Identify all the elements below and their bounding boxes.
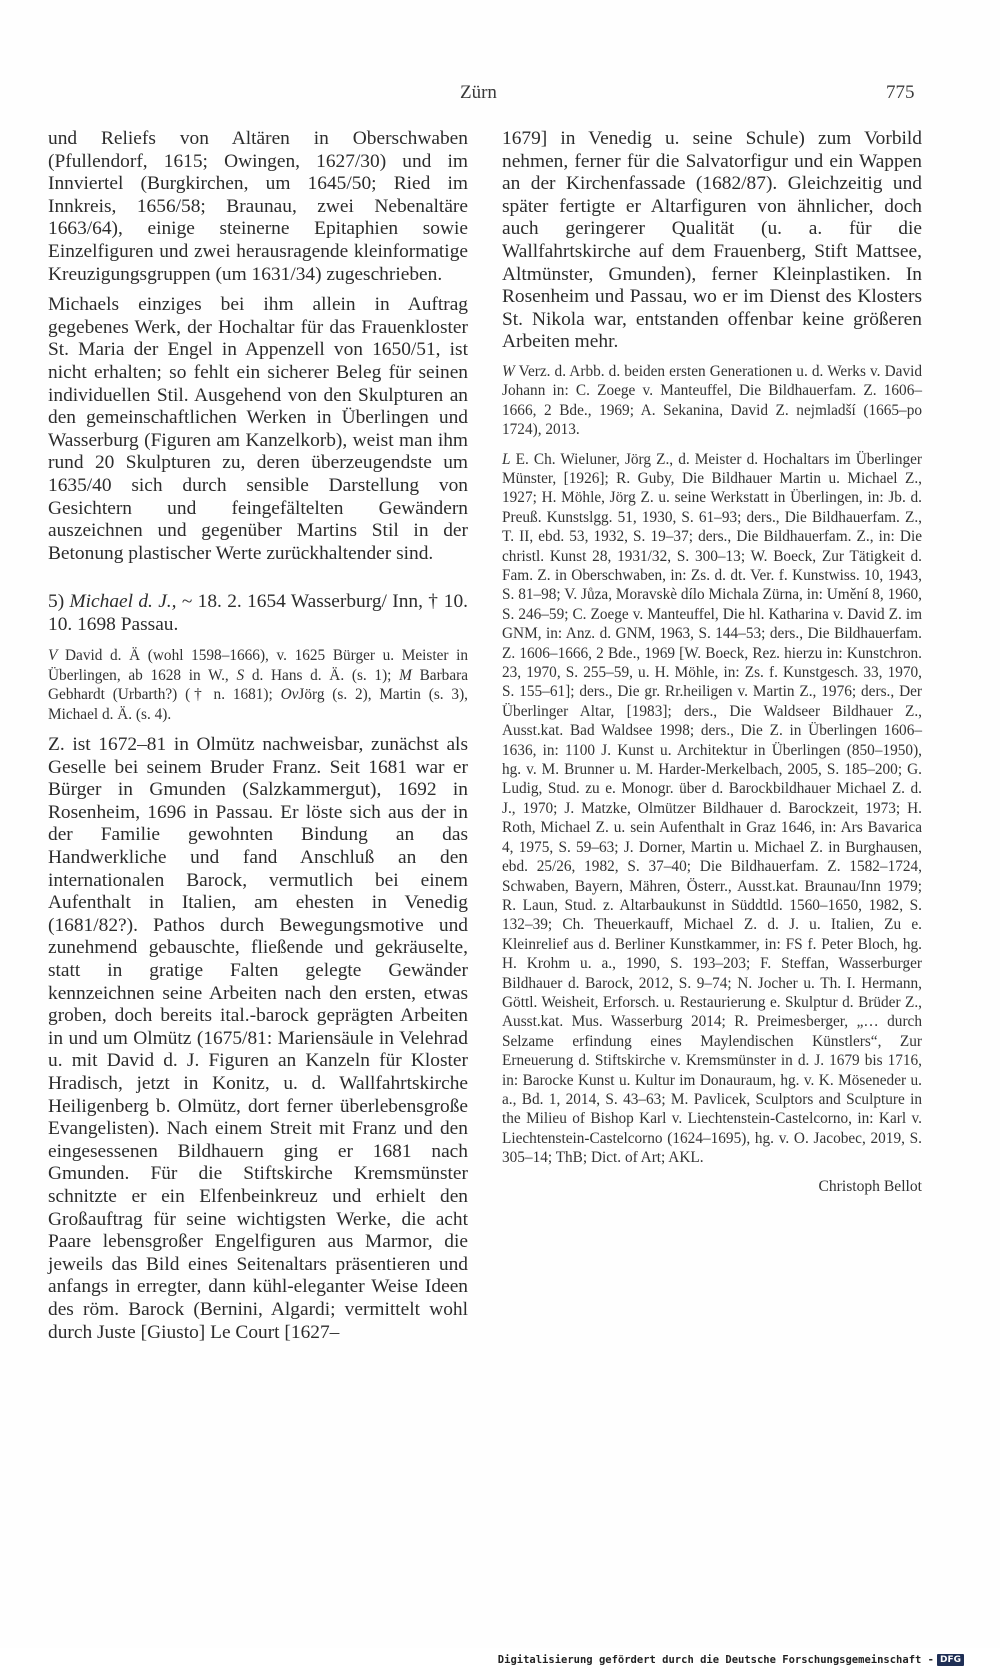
ov-text: Jörg (s. 2), Martin (s. 3), Michael d. Ä. (s. 4). [48,686,468,723]
running-head-title: Zürn [460,82,497,103]
v-label: V [48,647,58,665]
digitization-footer [0,1648,1000,1675]
left-paragraph-2: Michaels einziges bei ihm allein in Auftrag gegebenes Werk, der Hochaltar für das Frauenkloster St. Maria der Engel in Appenzell von 1650/51, ist nicht erhalten; so fehlt ein sicherer Beleg für seinen individuellen Stil. Ausgehend von den Skulpturen an den gemeinschaftlichen Werken in Überlingen und Wasserburg (Figuren am Kanzelkorb), weist man ihm rund 20 Skulpturen zu, deren überzeugendste um 1635/40 sich durch sensible Darstellung von Gesichtern und feingefältelten Gewändern auszeichnen und gegenüber Martins Stil in der Betonung plastischer Werte zurückhaltender sind. [48,294,468,564]
dfg-logo-icon: DFG [937,1654,964,1666]
entry-number: 5) [48,591,65,613]
right-column [502,128,922,1196]
page-number: 775 [886,82,915,103]
right-paragraph-1: 1679] in Venedig u. seine Schule) zum Vorbild nehmen, ferner für die Salvatorfigur und ein Wappen an der Kirchenfassade (1682/87). Gleichzeitig und später fertigte er Altarfiguren von ähnlicher, doch auch geringerer Qualität (u. a. für die Wallfahrtskirche auf dem Frauenberg, Stift Mattsee, Altmünster, Gmunden), ferner Kleinplastiken. In Rosenheim und Passau, wo er im Dienst des Klosters St. Nikola war, entstanden offenbar keine größeren Arbeiten mehr. [502,128,922,353]
entry-name: Michael d. J., [69,591,177,613]
footer-text: Digitalisierung gefördert durch die Deutsche Forschungsgemeinschaft - [497,1654,934,1666]
w-text: Verz. d. Arbb. d. beiden ersten Generationen u. d. Werks v. David Johann in: C. Zoege v. Manteuffel, Die Bildhauerfam. Z. 1606–1666, 2 Bde., 1969; A. Sekanina, David Z. nejmladší (1665–po 1724), 2013. [502,362,922,439]
left-paragraph-1: und Reliefs von Altären in Oberschwaben (Pfullendorf, 1615; Owingen, 1627/30) und im Innviertel (Burgkirchen, um 1645/50; Ried im Innkreis, 1656/58; Braunau, zwei Nebenaltäre 1663/64), einige steinerne Epitaphien sowie Einzelfiguren und zwei herausragende kleinformatige Kreuzigungsgruppen (um 1631/34) zugeschrieben. [48,128,468,285]
v-text: David d. Ä (wohl 1598–1666), v. 1625 Bürger u. Meister in Überlingen, ab 1628 in W., [48,647,468,684]
left-column [48,128,468,1352]
m-label: M [399,666,412,684]
l-text: E. Ch. Wieluner, Jörg Z., d. Meister d. Hochaltars im Überlinger Münster, [1926]; R. Guby, Die Bildhauer Martin u. Michael Z., 1927; H. Möhle, Jörg Z. u. seine Werkstatt in Überlingen, in: Jb. d. Preuß. Kunstslgg. 51, 1930, S. 61–93; ders., Die Bildhauerfam. Z., T. II, ebd. 53, 1932, S. 19–37; ders., Die Bildhauerfam. Z., in: Die christl. Kunst 28, 1931/32, S. 300–13; W. Boeck, Zur Tätigkeit d. Fam. Z. in Oberschwaben, in: Zs. d. dt. Ver. f. Kunstwiss. 10, 1943, S. 81–98; V. Jůza, Moravskè dílo Michala Zürna, in: Umění 8, 1960, S. 246–59; C. Zoege v. Manteuffel, Die hl. Katharina v. David Z. im GNM, in: Anz. d. GNM, 1963, S. 144–53; ders., Die Bildhauerfam. Z. 1606–1666, 2 Bde., 1969 [W. Boeck, Rez. hierzu in: Kunstchron. 23, 1970, S. 255–59, u. H. Möhle, in: Zs. f. Kunstgesch. 33, 1970, S. 155–61]; ders., Die gr. Rr.heiligen v. Martin Z., 1976; ders., Der Überlinger Altar, [1983]; ders., Die Waldseer Bildhauer Z., Ausst.kat. Bad Waldsee 1998; ders., Die Z. in Überlingen 1606–1636, in: 1100 J. Kunst u. Architektur in Überlingen (850–1950), hg. v. M. Brunner u. M. Harder-Merkelbach, 2005, S. 185–200; G. Ludig, Stud. zu e. Monogr. über d. Barockbildhauer Michael Z. d. J., 1970; J. Matzke, Olmützer Bildhauer d. Barockzeit, 1973; H. Roth, Michael Z. u. sein Aufenthalt in Graz 1646, in: Ars Bavarica 4, 1975, S. 59–63; J. Dorner, Martin u. Michael Z. in Burghausen, ebd. 25/26, 1982, S. 37–40; Die Bildhauerfam. Z. 1582–1724, Schwaben, Bayern, Mähren, Österr., Ausst.kat. Braunau/Inn 1979; R. Laun, Stud. z. Altarbaukunst in Süddtld. 1560–1650, 1982, S. 132–39; Ch. Theuerkauff, Michael Z. d. J. u. Italien, Zu e. Kleinrelief aus d. Berliner Kunstkammer, in: FS f. Peter Bloch, hg. H. Krohm u. a., 1990, S. 193–203; F. Steffan, Wasserburger Bildhauer d. Barock, 2012, S. 9–74; N. Jocher u. Th. I. Hermann, Göttl. Weisheit, Erforsch. u. Restaurierung e. Skulptur d. Brüder Z., Ausst.kat. Mus. Wasserburg 2014; R. Preimesberger, „… durch Selzame erfindung eines Maylendischen Künstlers“, Zur Erneuerung d. Stiftskirche v. Kremsmünster in d. J. 1679 bis 1716, in: Barocke Kunst u. Kultur im Donauraum, hg. v. K. Möseneder u. a., Bd. 1, 2014, S. 43–63; M. Pavlicek, Sculptors and Sculpture in the Milieu of Bishop Karl v. Liechtenstein-Castelcorno, in: Karl v. Liechtenstein-Castelcorno (1624–1695), hg. v. O. Jacobec, 2019, S. 305–14; ThB; Dict. of Art; AKL. [502,450,922,1167]
s-label: S [236,666,245,684]
w-label: W [502,362,515,380]
ov-label: Ov [280,686,299,704]
literature-note [502,450,922,1168]
s-text: d. Hans d. Ä. (s. 1); [251,666,392,684]
footer-text-wrap [498,1654,964,1666]
left-paragraph-3: Z. ist 1672–81 in Olmütz nachweisbar, zunächst als Geselle bei seinem Bruder Franz. Seit 1681 war er Bürger in Gmunden (Salzkammergut), 1692 in Rosenheim, 1696 in Passau. Er löste sich aus der in der Familie gewohnten Bindung an das Handwerkliche und fand Anschluß an den internationalen Barock, vermutlich bei einem Aufenthalt in Italien, am ehesten in Venedig (1681/82?). Pathos durch Bewegungsmotive und zunehmend gebauschte, fließende und gekräuselte, statt in gratige Falten gelegte Gewänder kennzeichnen seine Arbeiten nach den ersten, etwas groben, doch bereits ital.-barock geprägten Arbeiten in und um Olmütz (1675/81: Mariensäule in Velehrad u. mit David d. J. Figuren an Kanzeln für Kloster Hradisch, jetzt in Konitz, u. d. Wallfahrtskirche Heiligenberg b. Olmütz, dort ferner überlebensgroße Evangelisten). Nach einem Streit mit Franz und den eingesessenen Bildhauern ging er 1681 nach Gmunden. Für die Stiftskirche Kremsmünster schnitzte er ein Elfenbeinkreuz und erhielt den Großauftrag für seine wichtigsten Werke, die acht Paare lebensgroßer Engelfiguren aus Marmor, die jeweils das Bild eines Seitenaltars präsentieren und anfangs in erregter, dann kühl-eleganter Weise Ideen des röm. Barock (Bernini, Algardi; vermittelt wohl durch Juste [Giusto] Le Court [1627– [48,734,468,1343]
m-text: Barbara Gebhardt (Urbarth?) († n. 1681); [48,666,469,704]
author-signature: Christoph Bellot [818,1177,922,1195]
l-label: L [502,450,511,468]
works-note [502,362,922,440]
family-note [48,646,468,724]
entry-heading [48,591,468,636]
running-head [0,82,1000,110]
entry-dates: ~ 18. 2. 1654 Wasserburg/ Inn, † 10. 10. 1698 Passau. [48,591,468,635]
